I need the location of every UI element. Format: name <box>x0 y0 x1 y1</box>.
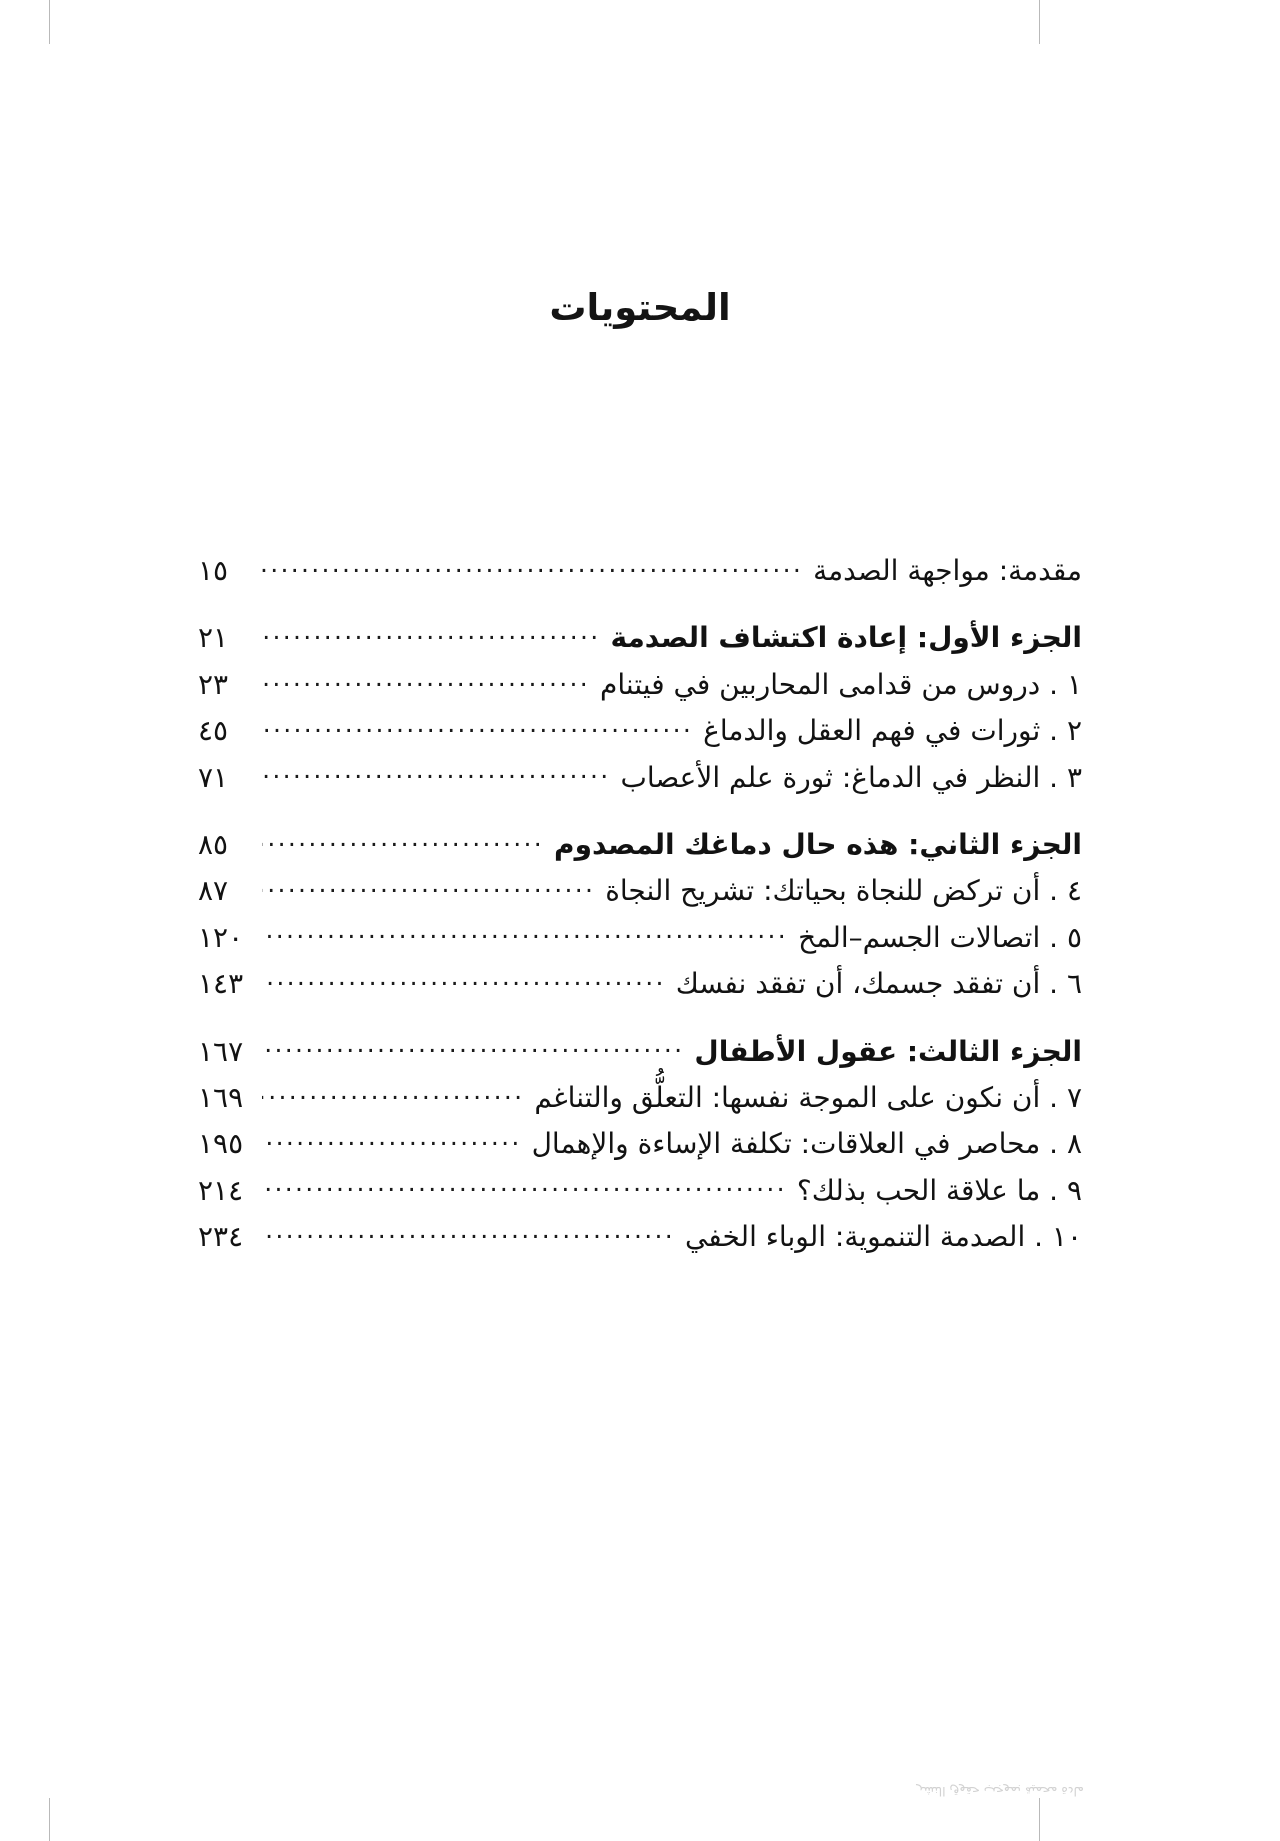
page-title: المحتويات <box>549 286 731 329</box>
toc-page-number: ١٢٠ <box>198 920 244 954</box>
toc-dot-leader <box>262 826 544 854</box>
toc-dot-leader <box>262 1079 524 1107</box>
toc-dot-leader <box>262 666 590 694</box>
toc-entry-label: ٨ . محاصر في العلاقات: تكلفة الإساءة والإهمال <box>531 1127 1082 1161</box>
toc-part-row <box>198 619 1082 655</box>
toc-dot-leader <box>262 552 803 580</box>
toc-entry-label: ٦ . أن تفقد جسمك، أن تفقد نفسك <box>675 967 1082 1001</box>
table-of-contents <box>198 552 1082 1254</box>
toc-entry-label: الجزء الأول: إعادة اكتشاف الصدمة <box>610 621 1082 655</box>
toc-entry-row <box>198 712 1082 748</box>
toc-entry-label: ٤ . أن تركض للنجاة بحياتك: تشريح النجاة <box>605 874 1082 908</box>
toc-entry-row <box>198 552 1082 585</box>
toc-entry-label: ٣ . النظر في الدماغ: ثورة علم الأعصاب <box>620 760 1082 794</box>
toc-entry-row <box>198 1172 1082 1205</box>
toc-page-number: ٨٧ <box>198 874 229 908</box>
toc-part-row <box>198 826 1082 859</box>
toc-page-number: ٢١٤ <box>198 1173 244 1207</box>
toc-entry-label: ٧ . أن نكون على الموجة نفسها: التعلُّق والتناغم <box>534 1080 1082 1114</box>
crop-mark-bottom-right <box>1039 1798 1040 1841</box>
toc-dot-leader <box>262 759 610 787</box>
toc-dot-leader <box>262 712 693 740</box>
toc-dot-leader <box>262 1033 684 1061</box>
toc-dot-leader <box>262 1125 522 1153</box>
toc-entry-row <box>198 759 1082 792</box>
toc-page-number: ١٥ <box>198 554 229 587</box>
toc-dot-leader <box>262 1172 787 1200</box>
toc-entry-row <box>198 1125 1082 1161</box>
toc-entry-label: ٥ . اتصالات الجسم–المخ <box>798 920 1082 954</box>
toc-page-number: ١٩٥ <box>198 1127 244 1161</box>
toc-page-number: ٢٣ <box>198 667 229 701</box>
toc-dot-leader <box>262 919 788 947</box>
toc-dot-leader <box>262 965 666 993</box>
crop-mark-bottom-left <box>49 1798 50 1841</box>
toc-page-number: ١٦٩ <box>198 1080 244 1114</box>
toc-page-number: ٢٣٤ <box>198 1220 244 1254</box>
toc-page-number: ٧١ <box>198 760 229 794</box>
copyright-watermark: مادة محمية بموجب حقوق النشر <box>916 1784 1084 1799</box>
toc-entry-label: ١ . دروس من قدامى المحاربين في فيتنام <box>600 667 1082 701</box>
toc-entry-row <box>198 1218 1082 1254</box>
toc-part-row <box>198 1033 1082 1066</box>
crop-mark-top-right <box>1039 0 1040 44</box>
toc-dot-leader <box>262 872 595 900</box>
toc-entry-label: مقدمة: مواجهة الصدمة <box>813 554 1082 587</box>
toc-entry-row <box>198 872 1082 908</box>
toc-page-number: ١٤٣ <box>198 967 244 1001</box>
toc-dot-leader <box>262 619 600 647</box>
toc-entry-label: الجزء الثالث: عقول الأطفال <box>694 1034 1082 1068</box>
toc-entry-row <box>198 919 1082 952</box>
toc-entry-row <box>198 666 1082 699</box>
toc-entry-label: ٩ . ما علاقة الحب بذلك؟ <box>796 1173 1082 1207</box>
toc-dot-leader <box>262 1218 675 1246</box>
crop-mark-top-left <box>49 0 50 44</box>
toc-entry-label: ١٠ . الصدمة التنموية: الوباء الخفي <box>684 1220 1082 1254</box>
toc-page-number: ٢١ <box>198 621 229 655</box>
toc-entry-label: ٢ . ثورات في فهم العقل والدماغ <box>703 714 1082 748</box>
toc-page-number: ٨٥ <box>198 827 229 861</box>
toc-entry-row <box>198 965 1082 1001</box>
toc-entry-row <box>198 1079 1082 1112</box>
toc-page-number: ١٦٧ <box>198 1034 244 1068</box>
toc-entry-label: الجزء الثاني: هذه حال دماغك المصدوم <box>554 827 1082 861</box>
toc-page-number: ٤٥ <box>198 714 229 748</box>
